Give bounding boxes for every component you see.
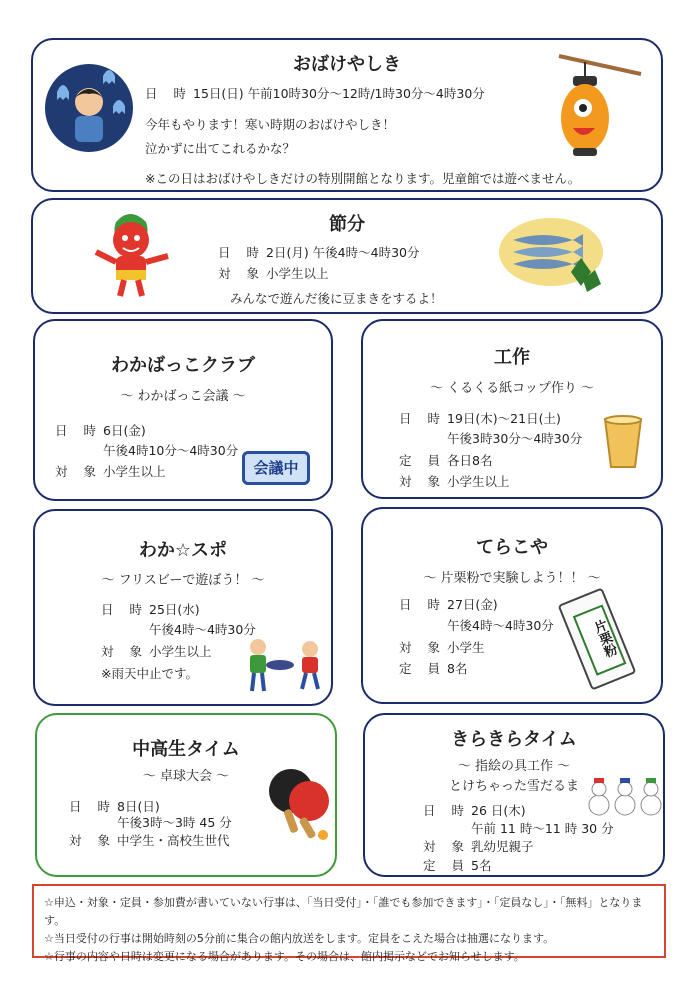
schedule-value: 26 日(木) <box>471 803 526 818</box>
target-label: 対 象 <box>101 644 148 659</box>
target-value: 小学生以上 <box>266 266 329 281</box>
event-schedule-time: 午前 11 時～11 時 30 分 <box>471 821 614 836</box>
event-title: てらこや <box>476 537 548 558</box>
event-title: きらきらタイム <box>451 729 577 750</box>
event-target <box>218 266 329 281</box>
capacity-label: 定 員 <box>399 661 446 676</box>
event-target <box>69 833 230 848</box>
capacity-value: 5名 <box>471 858 492 873</box>
schedule-value: 27日(金) <box>447 597 498 612</box>
target-value: 乳幼児親子 <box>471 839 534 854</box>
notice-box <box>32 884 666 963</box>
target-label: 対 象 <box>55 464 102 479</box>
schedule-label: 日 時 <box>101 602 148 617</box>
frisbee-kids-illustration <box>240 635 330 695</box>
event-schedule-time: 午後4時～4時30分 <box>149 622 256 637</box>
event-schedule <box>218 245 420 260</box>
schedule-value: 8日(日) <box>117 799 160 814</box>
event-target <box>101 644 212 659</box>
sign-label: 会議中 <box>253 459 299 477</box>
capacity-value: 各日8名 <box>447 453 493 468</box>
event-kirakira-card <box>363 713 665 877</box>
event-subtitle: ～ 卓球大会 ～ <box>142 769 230 784</box>
target-label: 対 象 <box>399 640 446 655</box>
target-value: 小学生以上 <box>103 464 166 479</box>
event-capacity <box>399 453 492 468</box>
event-subtitle-2: とけちゃった雪だるま <box>448 779 579 794</box>
target-value: 小学生以上 <box>447 474 510 489</box>
event-note: ※この日はおばけやしきだけの特別開館となります。児童館では遊べません。 <box>145 171 581 186</box>
event-target <box>399 474 510 489</box>
sardines-holly-illustration <box>495 210 615 306</box>
schedule-value: 19日(木)～21日(土) <box>447 411 561 426</box>
event-schedule <box>69 799 160 814</box>
event-schedule <box>145 86 485 101</box>
event-title: 中高生タイム <box>132 739 240 760</box>
schedule-label: 日 時 <box>145 86 192 101</box>
event-title: 節分 <box>329 214 365 235</box>
event-schedule-time: 午後4時～4時30分 <box>447 618 554 633</box>
target-label: 対 象 <box>218 266 265 281</box>
capacity-label: 定 員 <box>399 453 446 468</box>
event-terakoya-card <box>361 507 663 704</box>
event-note: ※雨天中止です。 <box>101 666 198 681</box>
event-capacity <box>423 858 491 873</box>
event-schedule-time: 午後3時～3時 45 分 <box>117 815 232 830</box>
meeting-sign-illustration <box>242 451 310 485</box>
event-subtitle: ～ 指絵の具工作 ～ <box>457 759 571 774</box>
event-wakaspo-card <box>33 509 333 706</box>
event-schedule <box>399 411 561 426</box>
event-target <box>423 839 534 854</box>
event-setsubun-card <box>31 198 663 314</box>
package-text: 片栗粉 <box>589 617 619 660</box>
event-wakabakko-card <box>33 319 333 501</box>
schedule-value: 25日(水) <box>149 602 200 617</box>
event-title: わかばっこクラブ <box>111 355 255 376</box>
target-value: 小学生 <box>447 640 485 655</box>
event-chukosei-card <box>35 713 337 877</box>
red-oni-illustration <box>88 208 174 300</box>
schedule-value: 6日(金) <box>103 423 146 438</box>
event-description: みんなで遊んだ後に豆まきをするよ！ <box>230 291 443 306</box>
event-schedule-time: 午後3時30分～4時30分 <box>447 431 583 446</box>
target-value: 中学生・高校生世代 <box>117 833 230 848</box>
paper-cup-illustration <box>601 415 645 471</box>
schedule-label: 日 時 <box>399 597 446 612</box>
schedule-value: 15日(日) 午前10時30分～12時/1時30分～4時30分 <box>193 86 485 101</box>
schedule-value: 2日(月) 午後4時～4時30分 <box>266 245 420 260</box>
event-schedule-time: 午後4時10分～4時30分 <box>103 443 239 458</box>
snowmen-illustration <box>587 769 663 819</box>
event-title: 工作 <box>494 347 530 368</box>
package-label <box>573 604 627 675</box>
event-schedule <box>399 597 498 612</box>
event-kousaku-card <box>361 319 663 499</box>
schedule-label: 日 時 <box>69 799 116 814</box>
katakuriko-package-illustration <box>558 587 637 690</box>
target-label: 対 象 <box>399 474 446 489</box>
event-schedule <box>55 423 146 438</box>
event-obake-card <box>31 38 663 192</box>
event-target <box>399 640 485 655</box>
event-subtitle: ～ フリスビーで遊ぼう！ ～ <box>101 573 265 588</box>
event-capacity <box>399 661 467 676</box>
event-schedule <box>423 803 526 818</box>
event-target <box>55 464 166 479</box>
event-description: 泣かずに出てこれるかな？ <box>145 141 296 156</box>
chochin-lantern-illustration <box>545 46 645 166</box>
target-label: 対 象 <box>423 839 470 854</box>
notice-line: ☆当日受付の行事は開始時刻の5分前に集合の館内放送をします。定員をこえた場合は抽選になります。 <box>44 932 555 945</box>
schedule-label: 日 時 <box>218 245 265 260</box>
schedule-label: 日 時 <box>423 803 470 818</box>
schedule-label: 日 時 <box>399 411 446 426</box>
event-subtitle: ～ 片栗粉で実験しよう！！ ～ <box>423 571 601 586</box>
target-value: 小学生以上 <box>149 644 212 659</box>
event-subtitle: ～ わかばっこ会議 ～ <box>120 389 246 404</box>
event-subtitle: ～ くるくる紙コップ作り ～ <box>429 381 594 396</box>
notice-line: ☆申込・対象・定員・参加費が書いていない行事は、「当日受付」・「誰でも参加できます」・「定員なし」・「無料」となります。 <box>44 896 643 927</box>
target-label: 対 象 <box>69 833 116 848</box>
capacity-value: 8名 <box>447 661 468 676</box>
notice-line: ☆行事の内容や日時は変更になる場合があります。その場合は、館内掲示などでお知らせします。 <box>44 950 525 963</box>
event-title: わか☆スポ <box>138 540 228 561</box>
capacity-label: 定 員 <box>423 858 470 873</box>
event-schedule <box>101 602 200 617</box>
event-description: 今年もやります！寒い時期のおばけやしき！ <box>145 117 396 132</box>
ping-pong-paddles-illustration <box>263 765 333 845</box>
scared-child-ghosts-illustration <box>43 62 135 154</box>
schedule-label: 日 時 <box>55 423 102 438</box>
event-title: おばけやしき <box>293 54 401 75</box>
